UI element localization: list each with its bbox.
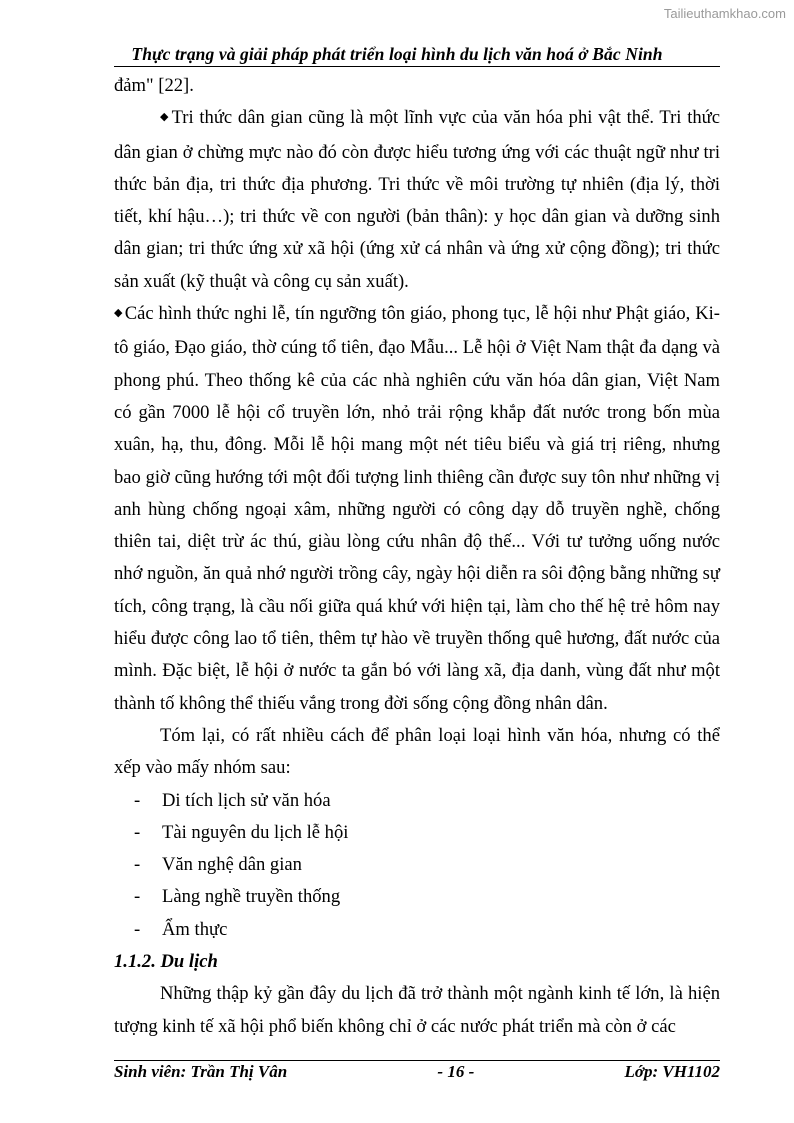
diamond-bullet-icon: ◆ — [160, 111, 170, 124]
paragraph-tourism: Những thập kỷ gần đây du lịch đã trở thành một ngành kinh tế lớn, là hiện tượng kinh tế xã hội phổ biến không chỉ ở các nước phát triển mà còn ở các — [114, 983, 720, 1037]
continued-line: đảm" [22]. — [114, 75, 194, 96]
list-item — [114, 914, 720, 946]
list-item-text: Tài nguyên du lịch lễ hội — [162, 821, 349, 843]
list-item-text: Làng nghề truyền thống — [162, 886, 341, 908]
page-body — [114, 70, 720, 1043]
paragraph-text: Tri thức dân gian cũng là một lĩnh vực của văn hóa phi vật thể. Tri thức dân gian ở chừng mực nào đó còn được hiểu tương ứng với các thuật ngữ như tri thức bản địa, tri thức địa phương. Tri thức về môi trường tự nhiên (địa lý, thời tiết, khí hậu…); tri thức về con người (bản thân): y học dân gian và dưỡng sinh dân gian; tri thức ứng xử xã hội (ứng xử cá nhân và ứng xử cộng đồng); tri thức sản xuất (kỹ thuật và công cụ sản xuất). — [114, 107, 721, 292]
dash: - — [134, 789, 141, 811]
page-footer — [114, 1062, 720, 1082]
page-number: - 16 - — [437, 1062, 475, 1081]
header-rule — [114, 66, 720, 67]
category-list — [114, 785, 720, 946]
paragraph-text: Các hình thức nghi lễ, tín ngưỡng tôn giáo, phong tục, lễ hội như Phật giáo, Ki-tô giáo, Đạo giáo, thờ cúng tổ tiên, đạo Mẫu... Lễ hội ở Việt Nam thật đa dạng và phong phú. Theo thống kê của các nhà nghiên cứu văn hóa dân gian, Việt Nam có gần 7000 lễ hội cổ truyền lớn, nhỏ trải rộng khắp đất nước trong bốn mùa xuân, hạ, thu, đông. Mỗi lễ hội mang một nét tiêu biểu và giá trị riêng, nhưng bao giờ cũng hướng tới một đối tượng linh thiêng cần được suy tôn như những vị anh hùng chống ngoại xâm, những người có công dạy dỗ truyền nghề, chống thiên tai, diệt trừ ác thú, giàu lòng cứu nhân độ thế... Với tư tưởng uống nước nhớ nguồn, ăn quả nhớ người trồng cây, ngày hội diễn ra sôi động bằng những sự tích, công trạng, là cầu nối giữa quá khứ với hiện tại, làm cho thế hệ trẻ hôm nay hiểu được công lao tổ tiên, thêm tự hào về truyền thống quê hương, đất nước của mình. Đặc biệt, lễ hội ở nước ta gắn bó với làng xã, địa danh, vùng đất như một thành tố không thể thiếu vắng trong đời sống cộng đồng nhân dân. — [114, 303, 720, 714]
list-item — [114, 881, 720, 913]
list-item — [114, 785, 720, 817]
list-item — [114, 817, 720, 849]
dash: - — [134, 886, 141, 908]
paragraph-folk-knowledge — [114, 102, 720, 298]
list-item-text: Di tích lịch sử văn hóa — [162, 789, 331, 811]
dash: - — [134, 854, 141, 876]
list-item-text: Văn nghệ dân gian — [162, 854, 302, 876]
paragraph-summary: Tóm lại, có rất nhiều cách để phân loại loại hình văn hóa, nhưng có thể xếp vào mấy nhóm sau: — [114, 724, 720, 779]
dash: - — [134, 918, 141, 940]
section-title: 1.1.2. Du lịch — [114, 951, 218, 973]
page-header: Thực trạng và giải pháp phát triển loại hình du lịch văn hoá ở Bắc Ninh — [131, 44, 663, 64]
footer-rule — [114, 1060, 720, 1061]
footer-student: Sinh viên: Trần Thị Vân — [114, 1062, 288, 1081]
paragraph-festivals — [114, 298, 720, 720]
diamond-bullet-icon: ◆ — [114, 307, 123, 320]
watermark: Tailieuthamkhao.com — [663, 6, 786, 21]
dash: - — [134, 821, 141, 843]
footer-class: Lớp: VH1102 — [624, 1062, 720, 1081]
list-item-text: Ẩm thực — [162, 918, 228, 940]
list-item — [114, 849, 720, 881]
